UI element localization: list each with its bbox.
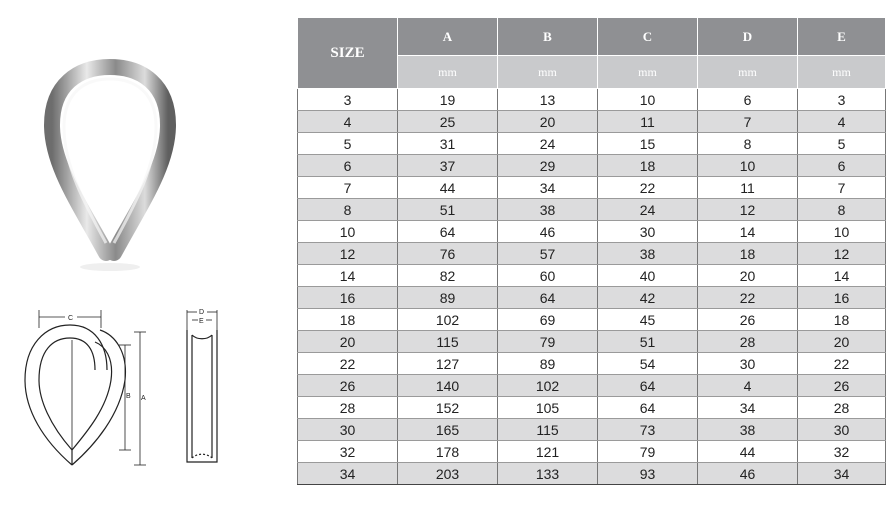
- cell-d: 6: [698, 89, 798, 111]
- cell-c: 38: [598, 243, 698, 265]
- cell-e: 3: [798, 89, 886, 111]
- cell-b: 64: [498, 287, 598, 309]
- column-header-c: C: [598, 18, 698, 56]
- cell-a: 165: [398, 419, 498, 441]
- table-row: [298, 243, 886, 265]
- cell-b: 69: [498, 309, 598, 331]
- cell-size: 28: [298, 397, 398, 419]
- cell-a: 89: [398, 287, 498, 309]
- cell-c: 42: [598, 287, 698, 309]
- cell-e: 20: [798, 331, 886, 353]
- thimble-front-diagram: [15, 300, 170, 475]
- thimble-photo: [40, 55, 180, 280]
- cell-a: 44: [398, 177, 498, 199]
- cell-d: 26: [698, 309, 798, 331]
- unit-label-a: mm: [398, 56, 498, 89]
- thimble-size-table: [297, 17, 886, 485]
- table-row: [298, 221, 886, 243]
- cell-d: 34: [698, 397, 798, 419]
- table-row: [298, 265, 886, 287]
- cell-size: 14: [298, 265, 398, 287]
- table-row: [298, 419, 886, 441]
- cell-b: 79: [498, 331, 598, 353]
- cell-e: 28: [798, 397, 886, 419]
- table-row: [298, 309, 886, 331]
- table-row: [298, 331, 886, 353]
- cell-b: 102: [498, 375, 598, 397]
- cell-b: 24: [498, 133, 598, 155]
- cell-size: 5: [298, 133, 398, 155]
- cell-a: 37: [398, 155, 498, 177]
- cell-c: 64: [598, 397, 698, 419]
- cell-c: 30: [598, 221, 698, 243]
- cell-e: 7: [798, 177, 886, 199]
- cell-size: 4: [298, 111, 398, 133]
- cell-d: 7: [698, 111, 798, 133]
- cell-a: 152: [398, 397, 498, 419]
- cell-c: 18: [598, 155, 698, 177]
- cell-e: 16: [798, 287, 886, 309]
- cell-c: 51: [598, 331, 698, 353]
- cell-c: 54: [598, 353, 698, 375]
- dim-label-e: E: [199, 318, 204, 325]
- cell-e: 30: [798, 419, 886, 441]
- cell-e: 18: [798, 309, 886, 331]
- table-row: [298, 441, 886, 463]
- cell-d: 8: [698, 133, 798, 155]
- cell-size: 18: [298, 309, 398, 331]
- cell-size: 32: [298, 441, 398, 463]
- table-row: [298, 287, 886, 309]
- dim-label-b: B: [126, 393, 131, 400]
- table-body: [298, 89, 886, 485]
- table-row: [298, 463, 886, 485]
- cell-size: 6: [298, 155, 398, 177]
- cell-e: 32: [798, 441, 886, 463]
- cell-e: 34: [798, 463, 886, 485]
- dim-label-a: A: [141, 395, 146, 402]
- cell-d: 38: [698, 419, 798, 441]
- cell-size: 16: [298, 287, 398, 309]
- cell-c: 15: [598, 133, 698, 155]
- cell-b: 57: [498, 243, 598, 265]
- cell-b: 29: [498, 155, 598, 177]
- cell-d: 11: [698, 177, 798, 199]
- cell-b: 89: [498, 353, 598, 375]
- cell-a: 102: [398, 309, 498, 331]
- cell-b: 38: [498, 199, 598, 221]
- cell-b: 121: [498, 441, 598, 463]
- unit-label-b: mm: [498, 56, 598, 89]
- unit-label-e: mm: [798, 56, 886, 89]
- cell-e: 8: [798, 199, 886, 221]
- cell-a: 203: [398, 463, 498, 485]
- cell-b: 115: [498, 419, 598, 441]
- cell-a: 64: [398, 221, 498, 243]
- cell-size: 12: [298, 243, 398, 265]
- size-header: SIZE: [298, 18, 398, 89]
- cell-a: 76: [398, 243, 498, 265]
- cell-e: 4: [798, 111, 886, 133]
- cell-e: 10: [798, 221, 886, 243]
- cell-size: 7: [298, 177, 398, 199]
- table-row: [298, 353, 886, 375]
- unit-label-d: mm: [698, 56, 798, 89]
- column-header-d: D: [698, 18, 798, 56]
- cell-a: 25: [398, 111, 498, 133]
- cell-b: 133: [498, 463, 598, 485]
- cell-c: 45: [598, 309, 698, 331]
- cell-a: 51: [398, 199, 498, 221]
- cell-b: 60: [498, 265, 598, 287]
- table-row: [298, 177, 886, 199]
- cell-c: 11: [598, 111, 698, 133]
- cell-b: 20: [498, 111, 598, 133]
- cell-c: 79: [598, 441, 698, 463]
- cell-size: 22: [298, 353, 398, 375]
- cell-e: 14: [798, 265, 886, 287]
- cell-a: 115: [398, 331, 498, 353]
- cell-size: 8: [298, 199, 398, 221]
- cell-c: 22: [598, 177, 698, 199]
- cell-d: 20: [698, 265, 798, 287]
- cell-c: 73: [598, 419, 698, 441]
- cell-e: 26: [798, 375, 886, 397]
- cell-b: 46: [498, 221, 598, 243]
- table-row: [298, 89, 886, 111]
- cell-d: 22: [698, 287, 798, 309]
- cell-size: 20: [298, 331, 398, 353]
- cell-c: 93: [598, 463, 698, 485]
- cell-size: 34: [298, 463, 398, 485]
- cell-d: 12: [698, 199, 798, 221]
- column-header-e: E: [798, 18, 886, 56]
- table-row: [298, 111, 886, 133]
- cell-d: 30: [698, 353, 798, 375]
- cell-a: 127: [398, 353, 498, 375]
- dim-label-d: D: [199, 309, 205, 316]
- thimble-side-diagram: [175, 300, 230, 475]
- cell-b: 34: [498, 177, 598, 199]
- cell-d: 14: [698, 221, 798, 243]
- cell-a: 82: [398, 265, 498, 287]
- table-row: [298, 155, 886, 177]
- cell-d: 28: [698, 331, 798, 353]
- cell-c: 10: [598, 89, 698, 111]
- cell-size: 10: [298, 221, 398, 243]
- column-header-b: B: [498, 18, 598, 56]
- cell-e: 12: [798, 243, 886, 265]
- table-row: [298, 199, 886, 221]
- dim-label-c: C: [68, 315, 74, 322]
- cell-a: 19: [398, 89, 498, 111]
- cell-d: 10: [698, 155, 798, 177]
- cell-c: 24: [598, 199, 698, 221]
- table-row: [298, 133, 886, 155]
- cell-a: 140: [398, 375, 498, 397]
- cell-size: 3: [298, 89, 398, 111]
- cell-b: 105: [498, 397, 598, 419]
- cell-d: 44: [698, 441, 798, 463]
- column-header-a: A: [398, 18, 498, 56]
- cell-d: 4: [698, 375, 798, 397]
- cell-a: 31: [398, 133, 498, 155]
- unit-label-c: mm: [598, 56, 698, 89]
- cell-d: 46: [698, 463, 798, 485]
- cell-d: 18: [698, 243, 798, 265]
- cell-e: 6: [798, 155, 886, 177]
- cell-size: 30: [298, 419, 398, 441]
- cell-e: 22: [798, 353, 886, 375]
- cell-a: 178: [398, 441, 498, 463]
- table-row: [298, 397, 886, 419]
- table-row: [298, 375, 886, 397]
- cell-size: 26: [298, 375, 398, 397]
- cell-e: 5: [798, 133, 886, 155]
- cell-c: 64: [598, 375, 698, 397]
- cell-c: 40: [598, 265, 698, 287]
- cell-b: 13: [498, 89, 598, 111]
